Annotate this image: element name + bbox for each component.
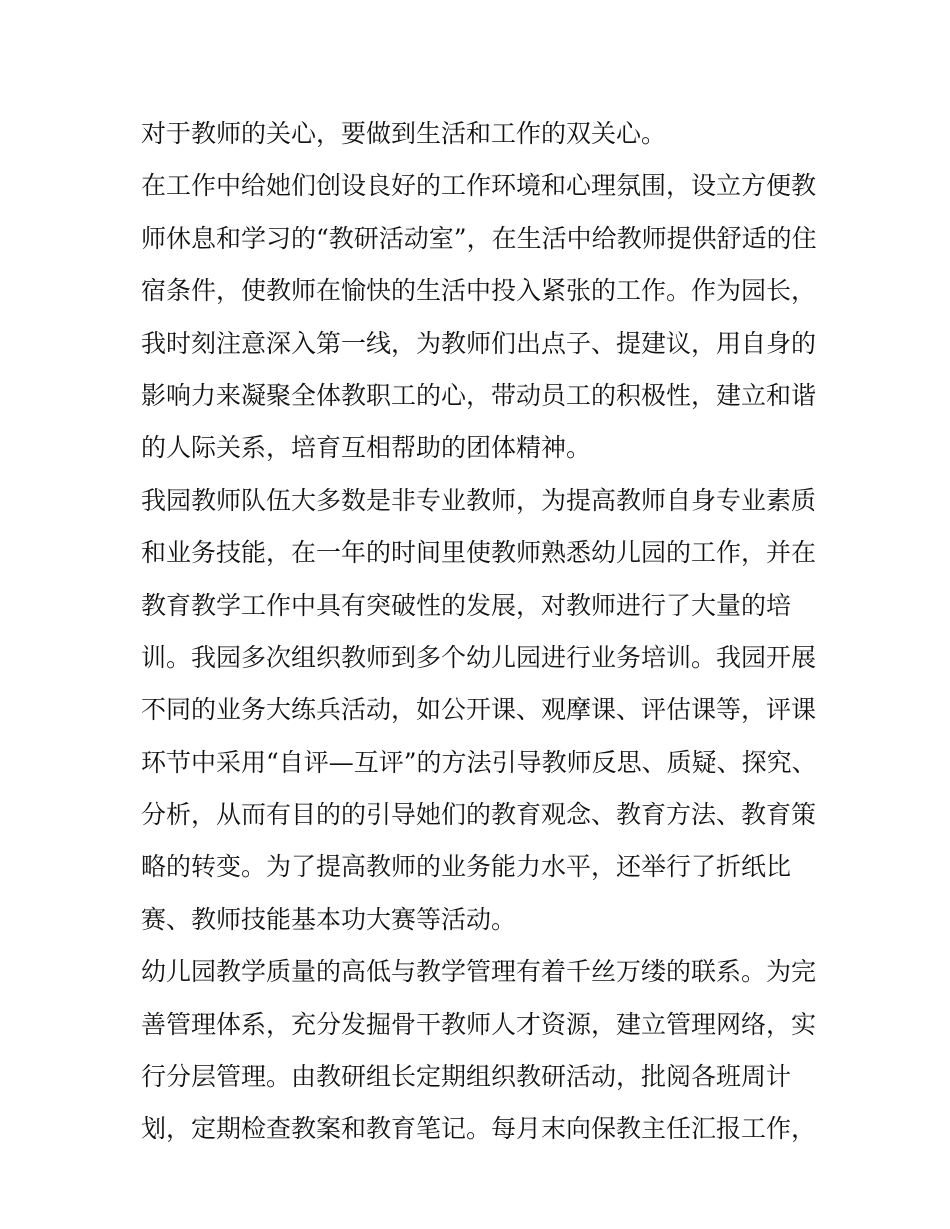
- text-line: 赛、教师技能基本功大赛等活动。: [141, 904, 517, 934]
- text-line: 划，定期检查教案和教育笔记。每月末向保教主任汇报工作，: [141, 1114, 817, 1144]
- text-line: 师休息和学习的“教研活动室”，在生活中给教师提供舒适的住: [141, 223, 817, 253]
- text-line: 教育教学工作中具有突破性的发展，对教师进行了大量的培: [141, 590, 792, 620]
- text-line: 训。我园多次组织教师到多个幼儿园进行业务培训。我园开展: [141, 642, 817, 672]
- text-line: 影响力来凝聚全体教职工的心，带动员工的积极性，建立和谐: [141, 380, 817, 410]
- text-line: 我时刻注意深入第一线，为教师们出点子、提建议，用自身的: [141, 328, 817, 358]
- text-line: 在工作中给她们创设良好的工作环境和心理氛围，设立方便教: [141, 171, 817, 201]
- text-line: 略的转变。为了提高教师的业务能力水平，还举行了折纸比: [141, 852, 792, 882]
- text-line: 行分层管理。由教研组长定期组织教研活动，批阅各班周计: [141, 1062, 792, 1092]
- text-line: 我园教师队伍大多数是非专业教师，为提高教师自身专业素质: [141, 485, 817, 515]
- text-line: 分析，从而有目的的引导她们的教育观念、教育方法、教育策: [141, 800, 817, 830]
- text-line: 和业务技能，在一年的时间里使教师熟悉幼儿园的工作，并在: [141, 538, 817, 568]
- text-line: 善管理体系，充分发掘骨干教师人才资源，建立管理网络，实: [141, 1009, 817, 1039]
- text-line: 幼儿园教学质量的高低与教学管理有着千丝万缕的联系。为完: [141, 957, 817, 987]
- text-line: 的人际关系，培育互相帮助的团体精神。: [141, 433, 592, 463]
- text-line: 不同的业务大练兵活动，如公开课、观摩课、评估课等，评课: [141, 695, 817, 725]
- body-text: [141, 108, 821, 1156]
- text-line: 宿条件，使教师在愉快的生活中投入紧张的工作。作为园长，: [141, 276, 817, 306]
- text-line: 对于教师的关心，要做到生活和工作的双关心。: [141, 119, 667, 148]
- text-line: 环节中采用“自评—互评”的方法引导教师反思、质疑、探究、: [141, 747, 817, 777]
